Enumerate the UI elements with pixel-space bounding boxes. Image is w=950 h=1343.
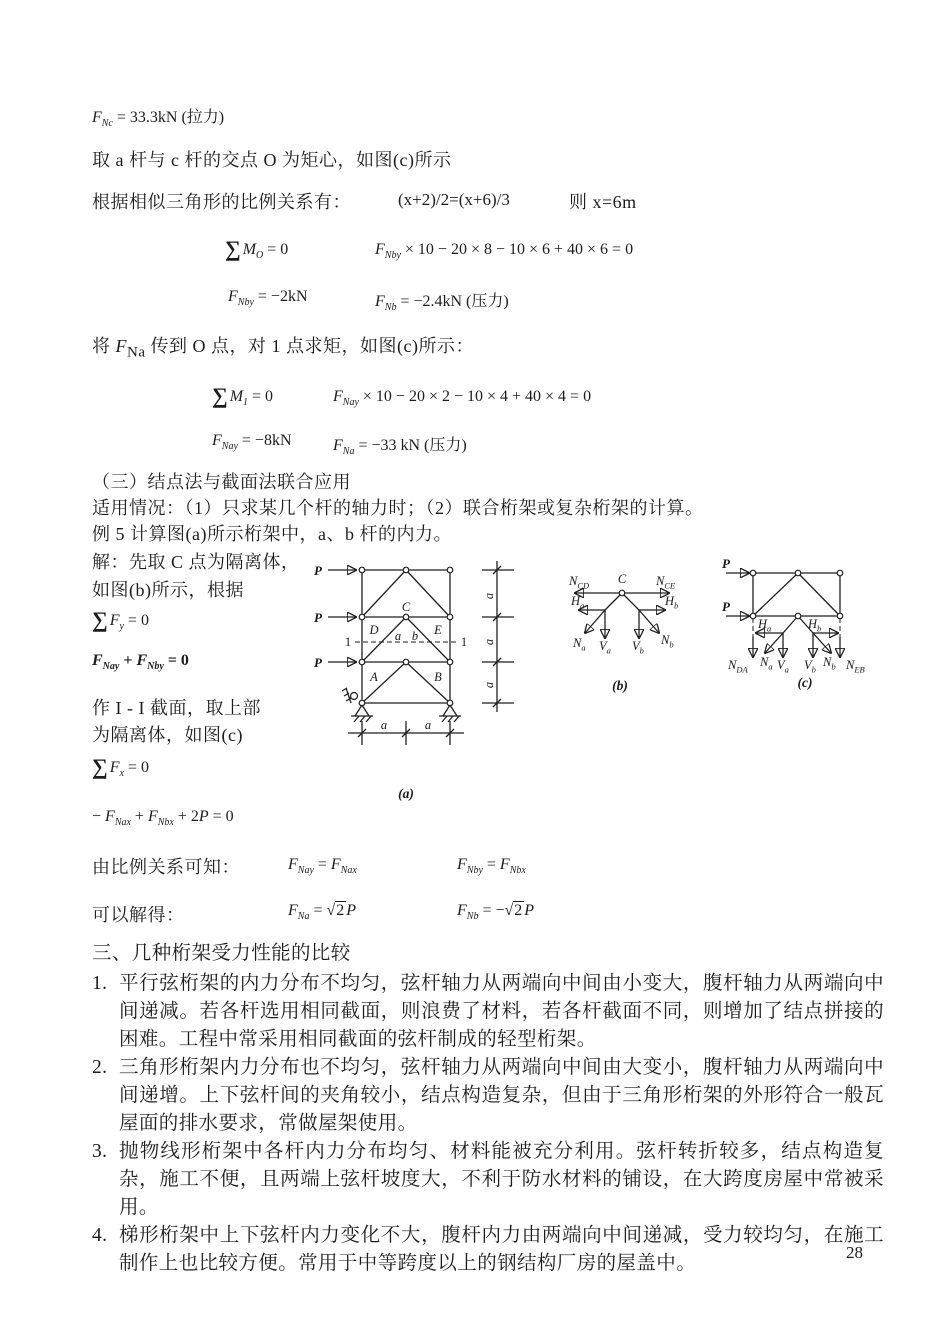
list-item-number: 2. (92, 1057, 108, 1078)
list-item (92, 1138, 884, 1222)
joint-c-forces (575, 593, 669, 638)
figure-label: A (370, 670, 378, 684)
figure-label: $H_b$ (665, 594, 679, 611)
figure-label: $V_b$ (804, 658, 816, 675)
section-heading-combined-method: （三）结点法与截面法联合应用 (92, 472, 351, 492)
figure-label: 1 (344, 635, 352, 649)
truss-joints (750, 570, 843, 619)
list-item (92, 970, 884, 1054)
figure-label: a (380, 718, 388, 732)
formula-solve-fnb: $F_{Nb} = -√2$ P (457, 902, 535, 922)
para-solution-2: 如图(b)所示，根据 (92, 580, 244, 600)
formula-proportion: (x+2)/2=(x+6)/3 (398, 190, 510, 209)
formula-sum-fx: ∑ $F_x = 0$ (92, 754, 149, 779)
page-number: 28 (846, 1243, 863, 1262)
figure-label: a (424, 718, 432, 732)
figure-label: b (411, 629, 419, 643)
figure-label: $V_a$ (599, 639, 611, 656)
list-item-text: 平行弦桁架的内力分布不均匀，弦杆轴力从两端向中间由小变大，腹杆轴力从两端向中间递减。若各杆选用相同截面，则浪费了材料，若各杆截面不同，则增加了结点拼接的困难。工程中常采用相同截面的弦杆制成的轻型桁架。 (119, 973, 884, 1050)
support-left (342, 688, 373, 722)
figure-a-labels (314, 563, 496, 801)
formula-fnay-result: $F_{Nay} = -8kN$ (212, 432, 292, 452)
figure-label: P (722, 556, 730, 571)
list-item (92, 1054, 884, 1138)
formula-sum-mo: ∑ $M_O = 0$ (225, 236, 289, 261)
figure-label: $H_b$ (808, 617, 822, 634)
figure-label: $N_{CD}$ (569, 574, 590, 591)
para-similar-triangles-label: 根据相似三角形的比例关系有： (92, 192, 351, 212)
figure-a-truss-diagram (310, 545, 550, 807)
para-transfer-fna: 将 $F_{Na}$ 传到 O 点，对 1 点求矩，如图(c)所示： (92, 336, 474, 361)
formula-fnc-result: $F_{Nc} = 33.3kN$ (拉力) (92, 109, 225, 129)
list-item-number: 3. (92, 1141, 108, 1162)
list-item-number: 4. (92, 1225, 108, 1246)
formula-fna-result: $F_{Na} = -33$ kN (压力) (333, 437, 467, 457)
para-solution-1: 解：先取 C 点为隔离体， (92, 552, 300, 572)
figure-label: (c) (797, 675, 813, 690)
figure-label: $N_a$ (573, 636, 586, 653)
formula-m1-equation: $F_{Nay} \times 10 - 20 \times 2 - 10 \times 4 + 40 \times 4 = 0$ (333, 388, 592, 408)
figure-label: a (482, 592, 496, 600)
formula-ratio-a: $F_{Nay} = F_{Nax}$ (288, 856, 357, 876)
figure-label: $N_b$ (823, 655, 836, 672)
figure-label: C (617, 572, 627, 586)
formula-fx-equation: − $F_{Nax} + F_{Nbx} + 2P = 0$ (92, 808, 234, 828)
figure-c-labels (722, 556, 865, 690)
list-item-text: 梯形桁架中上下弦杆内力变化不大，腹杆内力由两端向中间递减，受力较均匀，在施工制作上也比较方便。常用于中等跨度以上的钢结构厂房的屋盖中。 (119, 1225, 884, 1274)
figure-label: $H_a$ (758, 617, 772, 634)
figure-label: P (314, 610, 322, 625)
formula-fnby-result: $F_{Nby} = -2kN$ (228, 288, 308, 308)
list-item-number: 1. (92, 973, 108, 994)
figure-label: $N_{CE}$ (656, 574, 676, 591)
comparison-heading: 三、几种桁架受力性能的比较 (92, 943, 351, 964)
figure-label: (b) (612, 678, 628, 693)
formula-solve-fna: $F_{Na} = √2$ P (288, 902, 357, 922)
joint-c-node (619, 590, 625, 596)
figure-label: P (314, 563, 322, 578)
comparison-section (92, 940, 884, 1278)
figure-label: a (482, 638, 496, 646)
figure-label: $H_a$ (571, 594, 585, 611)
para-solution-3: 作 I - I 截面，取上部 (92, 698, 261, 718)
formula-mo-equation: $F_{Nby} \times 10 - 20 \times 8 - 10 \times 6 + 40 \times 6 = 0$ (375, 241, 634, 261)
figure-label: $V_b$ (632, 639, 644, 656)
formula-ratio-b: $F_{Nby} = F_{Nbx}$ (457, 856, 526, 876)
figure-label: $V_a$ (777, 658, 789, 675)
formula-fy-equation: $F_{Nay} + F_{Nby} = 0$ (92, 652, 189, 672)
formula-sum-fy: ∑ $F_y = 0$ (92, 607, 149, 632)
para-example-5: 例 5 计算图(a)所示桁架中，a、b 杆的内力。 (92, 524, 452, 544)
load-arrows-p (328, 570, 356, 662)
dimension-bottom (348, 721, 464, 745)
figure-label: P (314, 655, 322, 670)
formula-fnb-result: $F_{Nb} = -2.4kN$ (压力) (375, 293, 509, 313)
list-item (92, 1222, 884, 1278)
dimension-right (482, 561, 514, 712)
list-item-text: 三角形桁架内力分布也不均匀，弦杆轴力从两端向中间由大变小，腹杆轴力从两端向中间递增。上下弦杆间的夹角较小，结点构造复杂，但由于三角形桁架的外形符合一般瓦屋面的排水要求，常做屋架使用。 (119, 1057, 884, 1134)
figure-label: a (482, 681, 496, 689)
figure-label: D (369, 623, 379, 637)
list-item-text: 抛物线形桁架中各杆内力分布均匀、材料能被充分利用。弦杆转折较多，结点构造复杂，施工不便，且两端上弦杆坡度大，不利于防水材料的铺设，在大跨度房屋中常被采用。 (119, 1141, 884, 1218)
figure-label: B (434, 670, 442, 684)
para-usage: 适用情况：（1）只求某几个杆的轴力时；（2）联合桁架或复杂桁架的计算。 (92, 498, 704, 518)
figure-label: $N_{DA}$ (728, 658, 748, 675)
figure-c-section-diagram (720, 545, 950, 700)
figure-label: 1 (460, 635, 468, 649)
figure-label: $N_{EB}$ (846, 658, 865, 675)
para-solve-label: 可以解得： (92, 905, 185, 925)
formula-sum-m1: ∑ $M_1 = 0$ (212, 383, 274, 408)
figure-label: E (434, 623, 442, 637)
para-moment-center: 取 a 杆与 c 杆的交点 O 为矩心，如图(c)所示 (92, 150, 452, 170)
para-x-result: 则 x=6m (569, 192, 637, 212)
figure-label: a (394, 629, 402, 643)
figure-label: $N_a$ (760, 655, 773, 672)
figure-label: C (401, 600, 411, 614)
figure-b-joint-c-diagram (565, 550, 740, 700)
support-right (439, 705, 461, 722)
para-ratio-label: 由比例关系可知： (92, 857, 240, 877)
figure-label: P (722, 599, 730, 614)
para-solution-4: 为隔离体，如图(c) (92, 725, 243, 745)
figure-label: (a) (398, 786, 414, 801)
figure-label: $N_b$ (661, 633, 674, 650)
